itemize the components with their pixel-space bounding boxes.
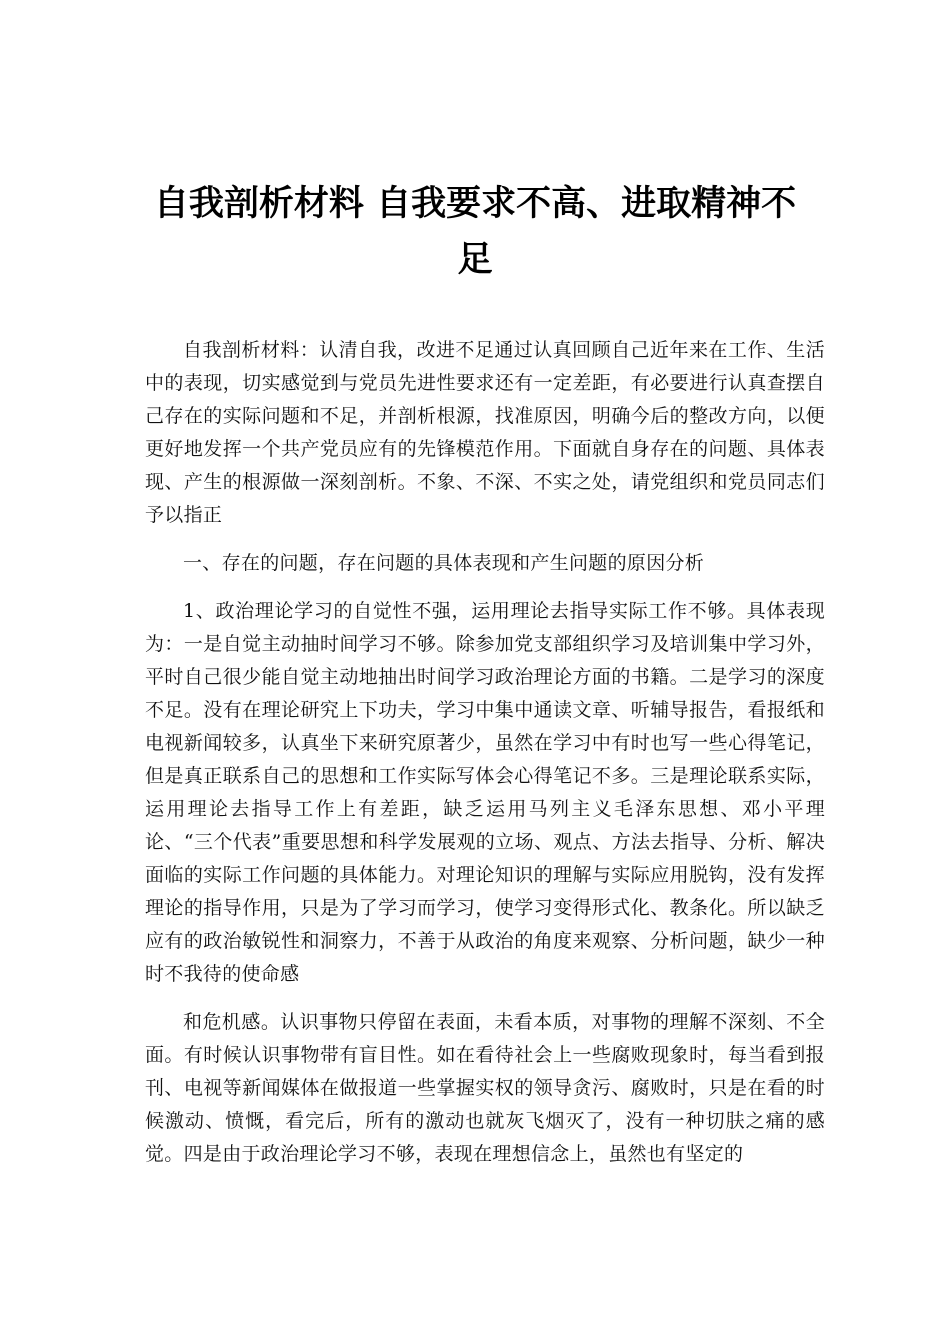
- paragraph-intro: 自我剖析材料：认清自我，改进不足通过认真回顾自己近年来在工作、生活中的表现，切实感觉到与党员先进性要求还有一定差距，有必要进行认真查摆自己存在的实际问题和不足，并剖析根源，找准原因，明确今后的整改方向，以便更好地发挥一个共产党员应有的先锋模范作用。下面就自身存在的问题、具体表现、产生的根源做一深刻剖析。不象、不深、不实之处，请党组织和党员同志们予以指正: [145, 339, 825, 526]
- document-body: [145, 334, 825, 1186]
- document-title: 自我剖析材料 自我要求不高、进取精神不足: [153, 184, 797, 280]
- paragraph-continuation: 和危机感。认识事物只停留在表面，未看本质，对事物的理解不深刻、不全面。有时候认识事物带有盲目性。如在看待社会上一些腐败现象时，每当看到报刊、电视等新闻媒体在做报道一些掌握实权的领导贪污、腐败时，只是在看的时候激动、愤慨，看完后，所有的激动也就灰飞烟灭了，没有一种切肤之痛的感觉。四是由于政治理论学习不够，表现在理想信念上，虽然也有坚定的: [145, 1011, 825, 1165]
- paragraph-section-heading: 一、存在的问题，存在问题的具体表现和产生问题的原因分析: [183, 552, 705, 574]
- paragraph-point-1: 1、政治理论学习的自觉性不强，运用理论去指导实际工作不够。具体表现为：一是自觉主动抽时间学习不够。除参加党支部组织学习及培训集中学习外，平时自己很少能自觉主动地抽出时间学习政治理论方面的书籍。二是学习的深度不足。没有在理论研究上下功夫，学习中集中通读文章、听辅导报告，看报纸和电视新闻较多，认真坐下来研究原著少，虽然在学习中有时也写一些心得笔记，但是真正联系自己的思想和工作实际写体会心得笔记不多。三是理论联系实际，运用理论去指导工作上有差距，缺乏运用马列主义毛泽东思想、邓小平理论、“三个代表”重要思想和科学发展观的立场、观点、方法去指导、分析、解决面临的实际工作问题的具体能力。对理论知识的理解与实际应用脱钩，没有发挥理论的指导作用，只是为了学习而学习，使学习变得形式化、教条化。所以缺乏应有的政治敏锐性和洞察力，不善于从政治的角度来观察、分析问题，缺少一种时不我待的使命感: [145, 600, 825, 985]
